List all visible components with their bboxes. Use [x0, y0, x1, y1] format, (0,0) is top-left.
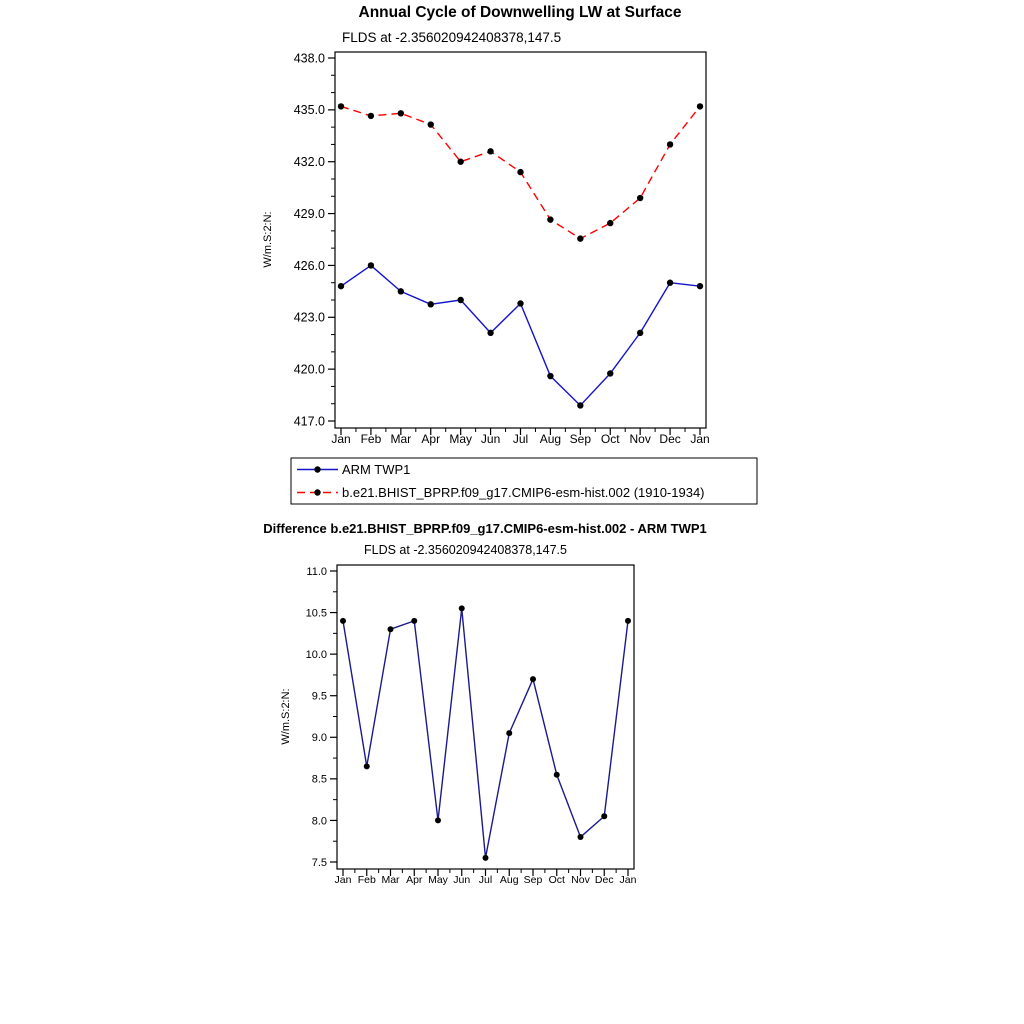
legend [291, 458, 757, 504]
y-tick-label: 9.0 [311, 732, 327, 745]
legend-label: b.e21.BHIST_BPRP.f09_g17.CMIP6-esm-hist.002 (1910-1934) [342, 485, 705, 500]
x-tick-label: Dec [594, 874, 614, 886]
data-point [697, 283, 703, 289]
y-tick-label: 7.5 [311, 856, 327, 869]
y-axis-label: W/m.S:2:N: [262, 211, 274, 268]
data-point [428, 121, 434, 127]
x-tick-label: Feb [360, 432, 382, 446]
plot-frame [335, 52, 706, 428]
data-point [338, 283, 344, 289]
data-point [459, 605, 465, 611]
data-point [338, 103, 344, 109]
data-point [607, 220, 613, 226]
x-tick-label: Dec [659, 432, 681, 446]
legend-marker [314, 489, 320, 495]
data-point [411, 618, 417, 624]
data-point [577, 235, 583, 241]
y-tick-label: 8.0 [311, 815, 327, 828]
x-tick-label: May [449, 432, 473, 446]
x-tick-label: Oct [600, 432, 620, 446]
x-tick-label: Nov [629, 432, 651, 446]
data-point [530, 676, 536, 682]
data-point [517, 300, 523, 306]
x-tick-label: Nov [571, 874, 590, 886]
data-point [398, 288, 404, 294]
data-point [364, 763, 370, 769]
x-tick-label: Jun [453, 874, 471, 886]
data-point [487, 330, 493, 336]
y-tick-label: 429.0 [293, 206, 325, 221]
y-tick-label: 438.0 [293, 51, 325, 66]
x-tick-label: Sep [569, 432, 592, 446]
x-tick-label: Aug [539, 432, 562, 446]
data-point [483, 855, 489, 861]
x-tick-label: Feb [357, 874, 376, 886]
data-point [506, 730, 512, 736]
chart-difference [280, 565, 637, 886]
data-point [487, 148, 493, 154]
y-tick-label: 423.0 [293, 310, 325, 325]
chart-annual-cycle [262, 51, 710, 446]
y-ticks [294, 51, 335, 428]
data-point [607, 370, 613, 376]
y-tick-label: 10.0 [305, 648, 327, 661]
y-tick-label: 10.5 [305, 607, 327, 620]
data-point [637, 195, 643, 201]
legend-marker [314, 466, 320, 472]
data-point [667, 280, 673, 286]
x-tick-label: Jan [331, 432, 351, 446]
x-tick-label: Jan [690, 432, 710, 446]
y-tick-label: 420.0 [293, 362, 325, 377]
x-ticks [331, 428, 709, 446]
y-tick-label: 432.0 [293, 155, 325, 170]
x-tick-label: Jun [480, 432, 501, 446]
y-ticks [306, 566, 337, 869]
x-ticks [335, 869, 637, 886]
data-point [428, 301, 434, 307]
y-tick-label: 417.0 [293, 414, 325, 429]
x-tick-label: Jul [512, 432, 529, 446]
y-tick-label: 435.0 [293, 103, 325, 118]
x-tick-label: Mar [381, 874, 400, 886]
data-point [637, 330, 643, 336]
x-tick-label: Apr [421, 432, 441, 446]
x-tick-label: Jan [619, 874, 637, 886]
x-tick-label: Aug [499, 874, 519, 886]
x-tick-label: May [428, 874, 448, 886]
top-chart-title: Annual Cycle of Downwelling LW at Surface [358, 4, 682, 21]
data-point [667, 141, 673, 147]
series-line [343, 608, 628, 857]
y-tick-label: 426.0 [293, 258, 325, 273]
x-tick-label: Jul [478, 874, 493, 886]
top-chart-subtitle: FLDS at -2.356020942408378,147.5 [342, 30, 562, 45]
data-point [435, 817, 441, 823]
x-tick-label: Mar [390, 432, 412, 446]
plot-frame [337, 565, 634, 869]
x-tick-label: Oct [548, 874, 565, 886]
data-point [697, 103, 703, 109]
data-point [398, 110, 404, 116]
y-tick-label: 9.5 [311, 690, 327, 703]
data-point [368, 262, 374, 268]
x-tick-label: Jan [334, 874, 352, 886]
data-point [340, 618, 346, 624]
data-point [625, 618, 631, 624]
x-tick-label: Apr [406, 874, 423, 886]
y-tick-label: 11.0 [306, 565, 327, 578]
data-point [554, 772, 560, 778]
data-point [457, 297, 463, 303]
data-point [517, 169, 523, 175]
data-point [578, 834, 584, 840]
data-point [601, 813, 607, 819]
y-axis-label: W/m.S:2:N: [280, 688, 292, 745]
data-point [547, 216, 553, 222]
difference-chart-subtitle: FLDS at -2.356020942408378,147.5 [364, 543, 567, 557]
legend-label: ARM TWP1 [342, 462, 411, 477]
difference-chart-title: Difference b.e21.BHIST_BPRP.f09_g17.CMIP6-esm-hist.002 - ARM TWP1 [263, 521, 707, 536]
data-point [388, 626, 394, 632]
data-point [457, 159, 463, 165]
data-point [547, 373, 553, 379]
series-line [341, 265, 700, 405]
data-point [368, 113, 374, 119]
data-point [577, 402, 583, 408]
x-tick-label: Sep [523, 874, 543, 886]
y-tick-label: 8.5 [311, 773, 327, 786]
